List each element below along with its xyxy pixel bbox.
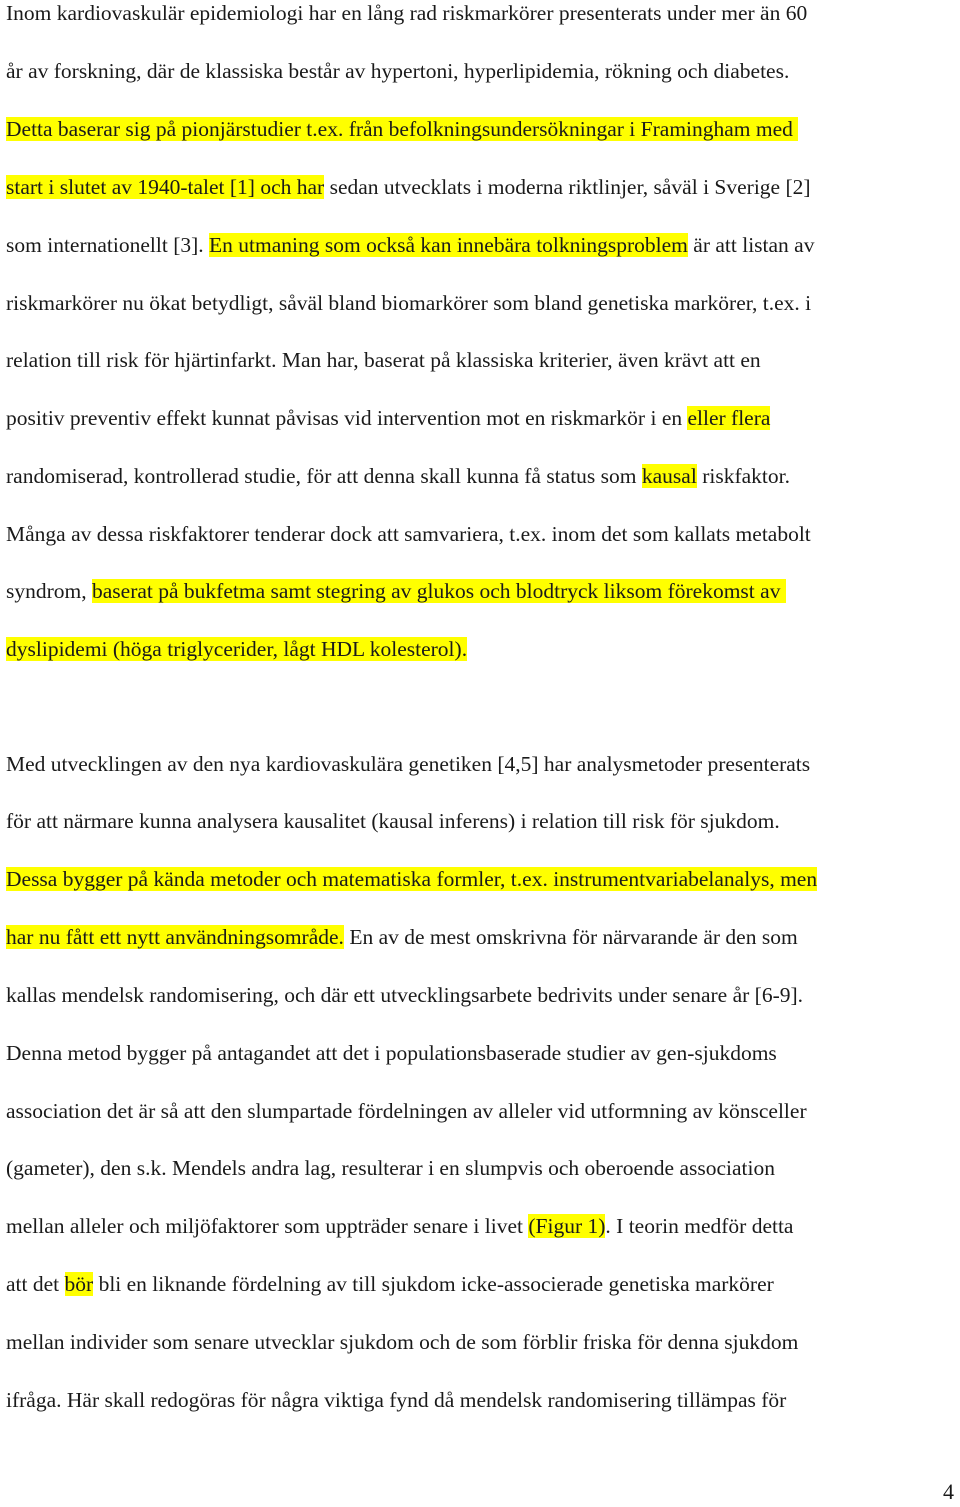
highlighted-text: baserat på bukfetma samt stegring av glukos och blodtryck liksom förekomst av — [92, 579, 786, 603]
text-line — [6, 1091, 807, 1131]
text-segment: sedan utvecklats i moderna riktlinjer, såväl i Sverige [2] — [324, 175, 811, 199]
text-line — [6, 917, 798, 957]
text-segment: riskfaktor. — [696, 464, 790, 488]
highlighted-text: kausal — [641, 464, 697, 488]
text-line — [6, 1033, 777, 1073]
text-line — [6, 1264, 774, 1304]
text-segment: syndrom, — [6, 579, 92, 603]
text-segment: . I teorin medför detta — [605, 1214, 794, 1238]
text-segment: för att närmare kunna analysera kausalitet (kausal inferens) i relation till risk för sjukdom. — [6, 809, 780, 833]
text-line — [6, 167, 811, 207]
highlighted-text: (Figur 1) — [528, 1214, 606, 1238]
page-number: 4 — [943, 1479, 954, 1504]
text-line — [6, 629, 467, 669]
highlighted-text: dyslipidemi (höga triglycerider, lågt HDL kolesterol). — [6, 637, 468, 661]
text-segment: Denna metod bygger på antagandet att det i populationsbaserade studier av gen-sjukdoms — [6, 1041, 777, 1065]
text-line — [6, 456, 790, 496]
text-segment: randomiserad, kontrollerad studie, för att denna skall kunna få status som — [6, 464, 642, 488]
text-segment: Inom kardiovaskulär epidemiologi har en lång rad riskmarkörer presenterats under mer än 60 — [6, 1, 808, 25]
text-line — [6, 1148, 775, 1188]
text-segment: Med utvecklingen av den nya kardiovaskulära genetiken [4,5] har analysmetoder presenterats — [6, 752, 811, 776]
text-line — [6, 1380, 786, 1420]
text-segment: är att listan av — [687, 233, 815, 257]
text-line — [6, 801, 780, 841]
text-segment: riskmarkörer nu ökat betydligt, såväl bland biomarkörer som bland genetiska markörer, t.ex. i — [6, 291, 812, 315]
text-line — [6, 340, 761, 380]
text-segment: år av forskning, där de klassiska består av hypertoni, hyperlipidemia, rökning och diabetes. — [6, 59, 790, 83]
text-segment: Många av dessa riskfaktorer tenderar dock att samvariera, t.ex. inom det som kallats metabolt — [6, 522, 811, 546]
highlighted-text: eller flera — [687, 406, 771, 430]
highlighted-text: En utmaning som också kan innebära tolkningsproblem — [209, 233, 688, 257]
text-segment: association det är så att den slumpartade fördelningen av alleler vid utformning av könsceller — [6, 1099, 807, 1123]
text-line — [6, 1206, 793, 1246]
highlighted-text: start i slutet av 1940-talet [1] och har — [6, 175, 325, 199]
text-line — [6, 51, 789, 91]
text-segment: som internationellt [3]. — [6, 233, 210, 257]
text-line — [6, 1322, 798, 1362]
text-line — [6, 283, 811, 323]
text-line — [6, 398, 770, 438]
text-line — [6, 859, 817, 899]
text-segment: att det — [6, 1272, 65, 1296]
text-segment: bli en liknande fördelning av till sjukdom icke-associerade genetiska markörer — [93, 1272, 774, 1296]
text-line — [6, 975, 803, 1015]
text-segment: mellan alleler och miljöfaktorer som uppträder senare i livet — [6, 1214, 529, 1238]
text-segment: positiv preventiv effekt kunnat påvisas vid intervention mot en riskmarkör i en — [6, 406, 688, 430]
highlighted-text: har nu fått ett nytt användningsområde. — [6, 925, 344, 949]
highlighted-text: Dessa bygger på kända metoder och matematiska formler, t.ex. instrumentvariabelanalys, men — [6, 867, 818, 891]
highlighted-text: bör — [64, 1272, 94, 1296]
text-segment: En av de mest omskrivna för närvarande är den som — [343, 925, 798, 949]
highlighted-text: Detta baserar sig på pionjärstudier t.ex. från befolkningsundersökningar i Framingham med — [6, 117, 799, 141]
text-line — [6, 225, 814, 265]
text-line — [6, 109, 798, 149]
text-line — [6, 514, 811, 554]
text-segment: (gameter), den s.k. Mendels andra lag, resulterar i en slumpvis och oberoende association — [6, 1156, 775, 1180]
text-line — [6, 571, 786, 611]
text-segment: mellan individer som senare utvecklar sjukdom och de som förblir friska för denna sjukdom — [6, 1330, 799, 1354]
text-segment: kallas mendelsk randomisering, och där ett utvecklingsarbete bedrivits under senare år [6-9]. — [6, 983, 804, 1007]
text-segment: ifråga. Här skall redogöras för några viktiga fynd då mendelsk randomisering tillämpas för — [6, 1388, 787, 1412]
text-line — [6, 744, 810, 784]
text-line — [6, 0, 807, 33]
text-segment: relation till risk för hjärtinfarkt. Man har, baserat på klassiska kriterier, även krävt att en — [6, 348, 761, 372]
